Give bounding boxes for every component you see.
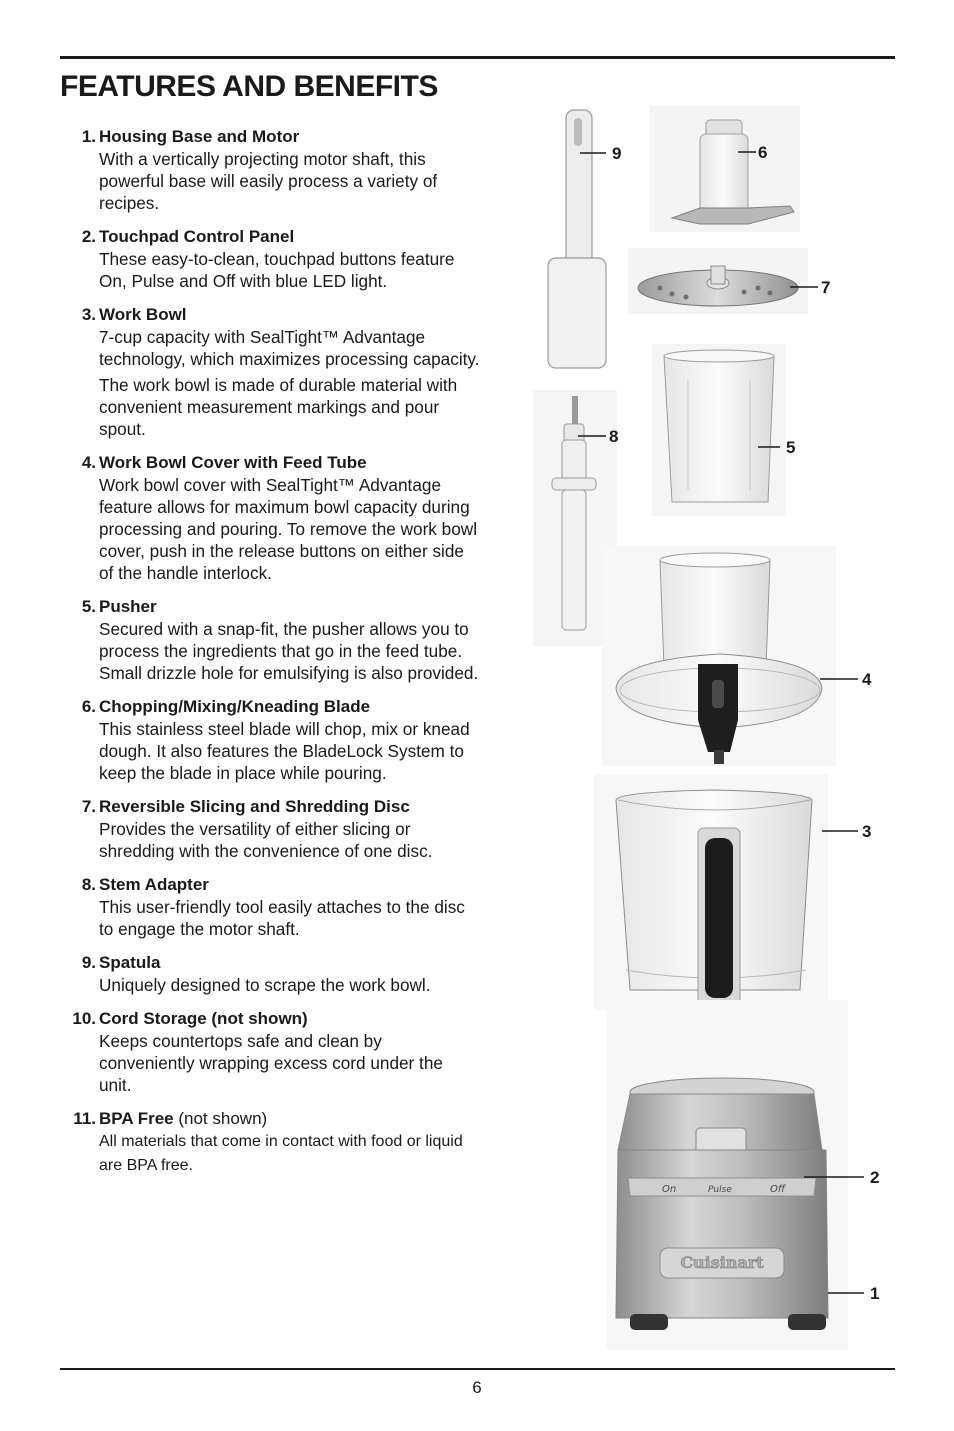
feature-title-text: Spatula — [99, 953, 161, 972]
disc-part — [628, 248, 808, 314]
base-button-off: Off — [770, 1184, 786, 1195]
cover-part — [602, 546, 836, 766]
callout-9: 9 — [612, 144, 622, 163]
callout-7: 7 — [821, 278, 831, 297]
pusher-part — [652, 344, 786, 516]
feature-description: Keeps countertops safe and clean by conveniently wrapping excess cord under the unit. — [99, 1031, 443, 1095]
feature-title-text: Work Bowl Cover with Feed Tube — [99, 453, 367, 472]
bottom-rule — [60, 1368, 895, 1370]
callout-2: 2 — [870, 1168, 880, 1187]
feature-number: 6. — [81, 697, 96, 716]
spatula-part — [548, 110, 606, 368]
callout-3: 3 — [862, 822, 872, 841]
feature-title-text: Stem Adapter — [99, 875, 209, 894]
feature-title-text: Touchpad Control Panel — [99, 227, 295, 246]
feature-description: Secured with a snap-fit, the pusher allows you to process the ingredients that go in the feed tube. Small drizzle hole for emulsifying is also provided. — [99, 619, 479, 683]
feature-title-text: Chopping/Mixing/Kneading Blade — [99, 697, 371, 716]
feature-title-text: Pusher — [99, 597, 157, 616]
feature-description: This stainless steel blade will chop, mix or knead dough. It also features the BladeLock System to keep the blade in place while pouring. — [99, 719, 470, 783]
feature-number: 7. — [81, 797, 96, 816]
feature-description: With a vertically projecting motor shaft, this powerful base will easily process a variety of recipes. — [99, 149, 438, 213]
base-button-on: On — [662, 1184, 677, 1195]
callout-8: 8 — [609, 427, 619, 446]
feature-description: Uniquely designed to scrape the work bowl. — [99, 975, 431, 995]
feature-number: 4. — [81, 453, 96, 472]
feature-description: All materials that come in contact with food or liquid are BPA free. — [99, 1133, 463, 1174]
feature-number: 5. — [81, 597, 96, 616]
feature-number: 9. — [81, 953, 96, 972]
callout-5: 5 — [786, 438, 796, 457]
feature-description: This user-friendly tool easily attaches to the disc to engage the motor shaft. — [99, 897, 465, 939]
work-bowl-part — [594, 774, 828, 1010]
feature-number: 10. — [72, 1009, 96, 1028]
feature-number: 11. — [73, 1109, 96, 1128]
feature-description: These easy-to-clean, touchpad buttons feature On, Pulse and Off with blue LED light. — [99, 249, 455, 291]
feature-description: Work bowl cover with SealTight™ Advantage feature allows for maximum bowl capacity during processing and pouring. To remove the work bowl cover, push in the release buttons on either side of the handle interlock. — [99, 475, 478, 583]
feature-number: 8. — [81, 875, 96, 894]
callout-1: 1 — [870, 1284, 880, 1303]
feature-number: 2. — [81, 227, 96, 246]
feature-title-note: (not shown) — [173, 1109, 268, 1128]
feature-number: 3. — [81, 305, 96, 324]
feature-title-text: Work Bowl — [99, 305, 187, 324]
brand-logo-text: Cuisinart — [680, 1253, 764, 1272]
base-part — [606, 1000, 848, 1350]
callout-6: 6 — [758, 143, 768, 162]
blade-part — [650, 106, 800, 232]
feature-description: The work bowl is made of durable material with convenient measurement markings and pour spout. — [99, 375, 458, 439]
feature-description: Provides the versatility of either slicing or shredding with the convenience of one disc. — [99, 819, 433, 861]
feature-description: 7-cup capacity with SealTight™ Advantage technology, which maximizes processing capacity. — [99, 327, 480, 369]
feature-title-text: Reversible Slicing and Shredding Disc — [99, 797, 410, 816]
page-title: FEATURES AND BENEFITS — [60, 70, 438, 103]
feature-title-text: Cord Storage (not shown) — [99, 1009, 308, 1028]
base-button-pulse: Pulse — [708, 1185, 732, 1195]
feature-number: 1. — [81, 127, 96, 146]
callout-4: 4 — [862, 670, 872, 689]
feature-title-text: Housing Base and Motor — [99, 127, 300, 146]
feature-title-text: BPA Free — [99, 1109, 174, 1128]
page-number: 6 — [472, 1378, 482, 1397]
